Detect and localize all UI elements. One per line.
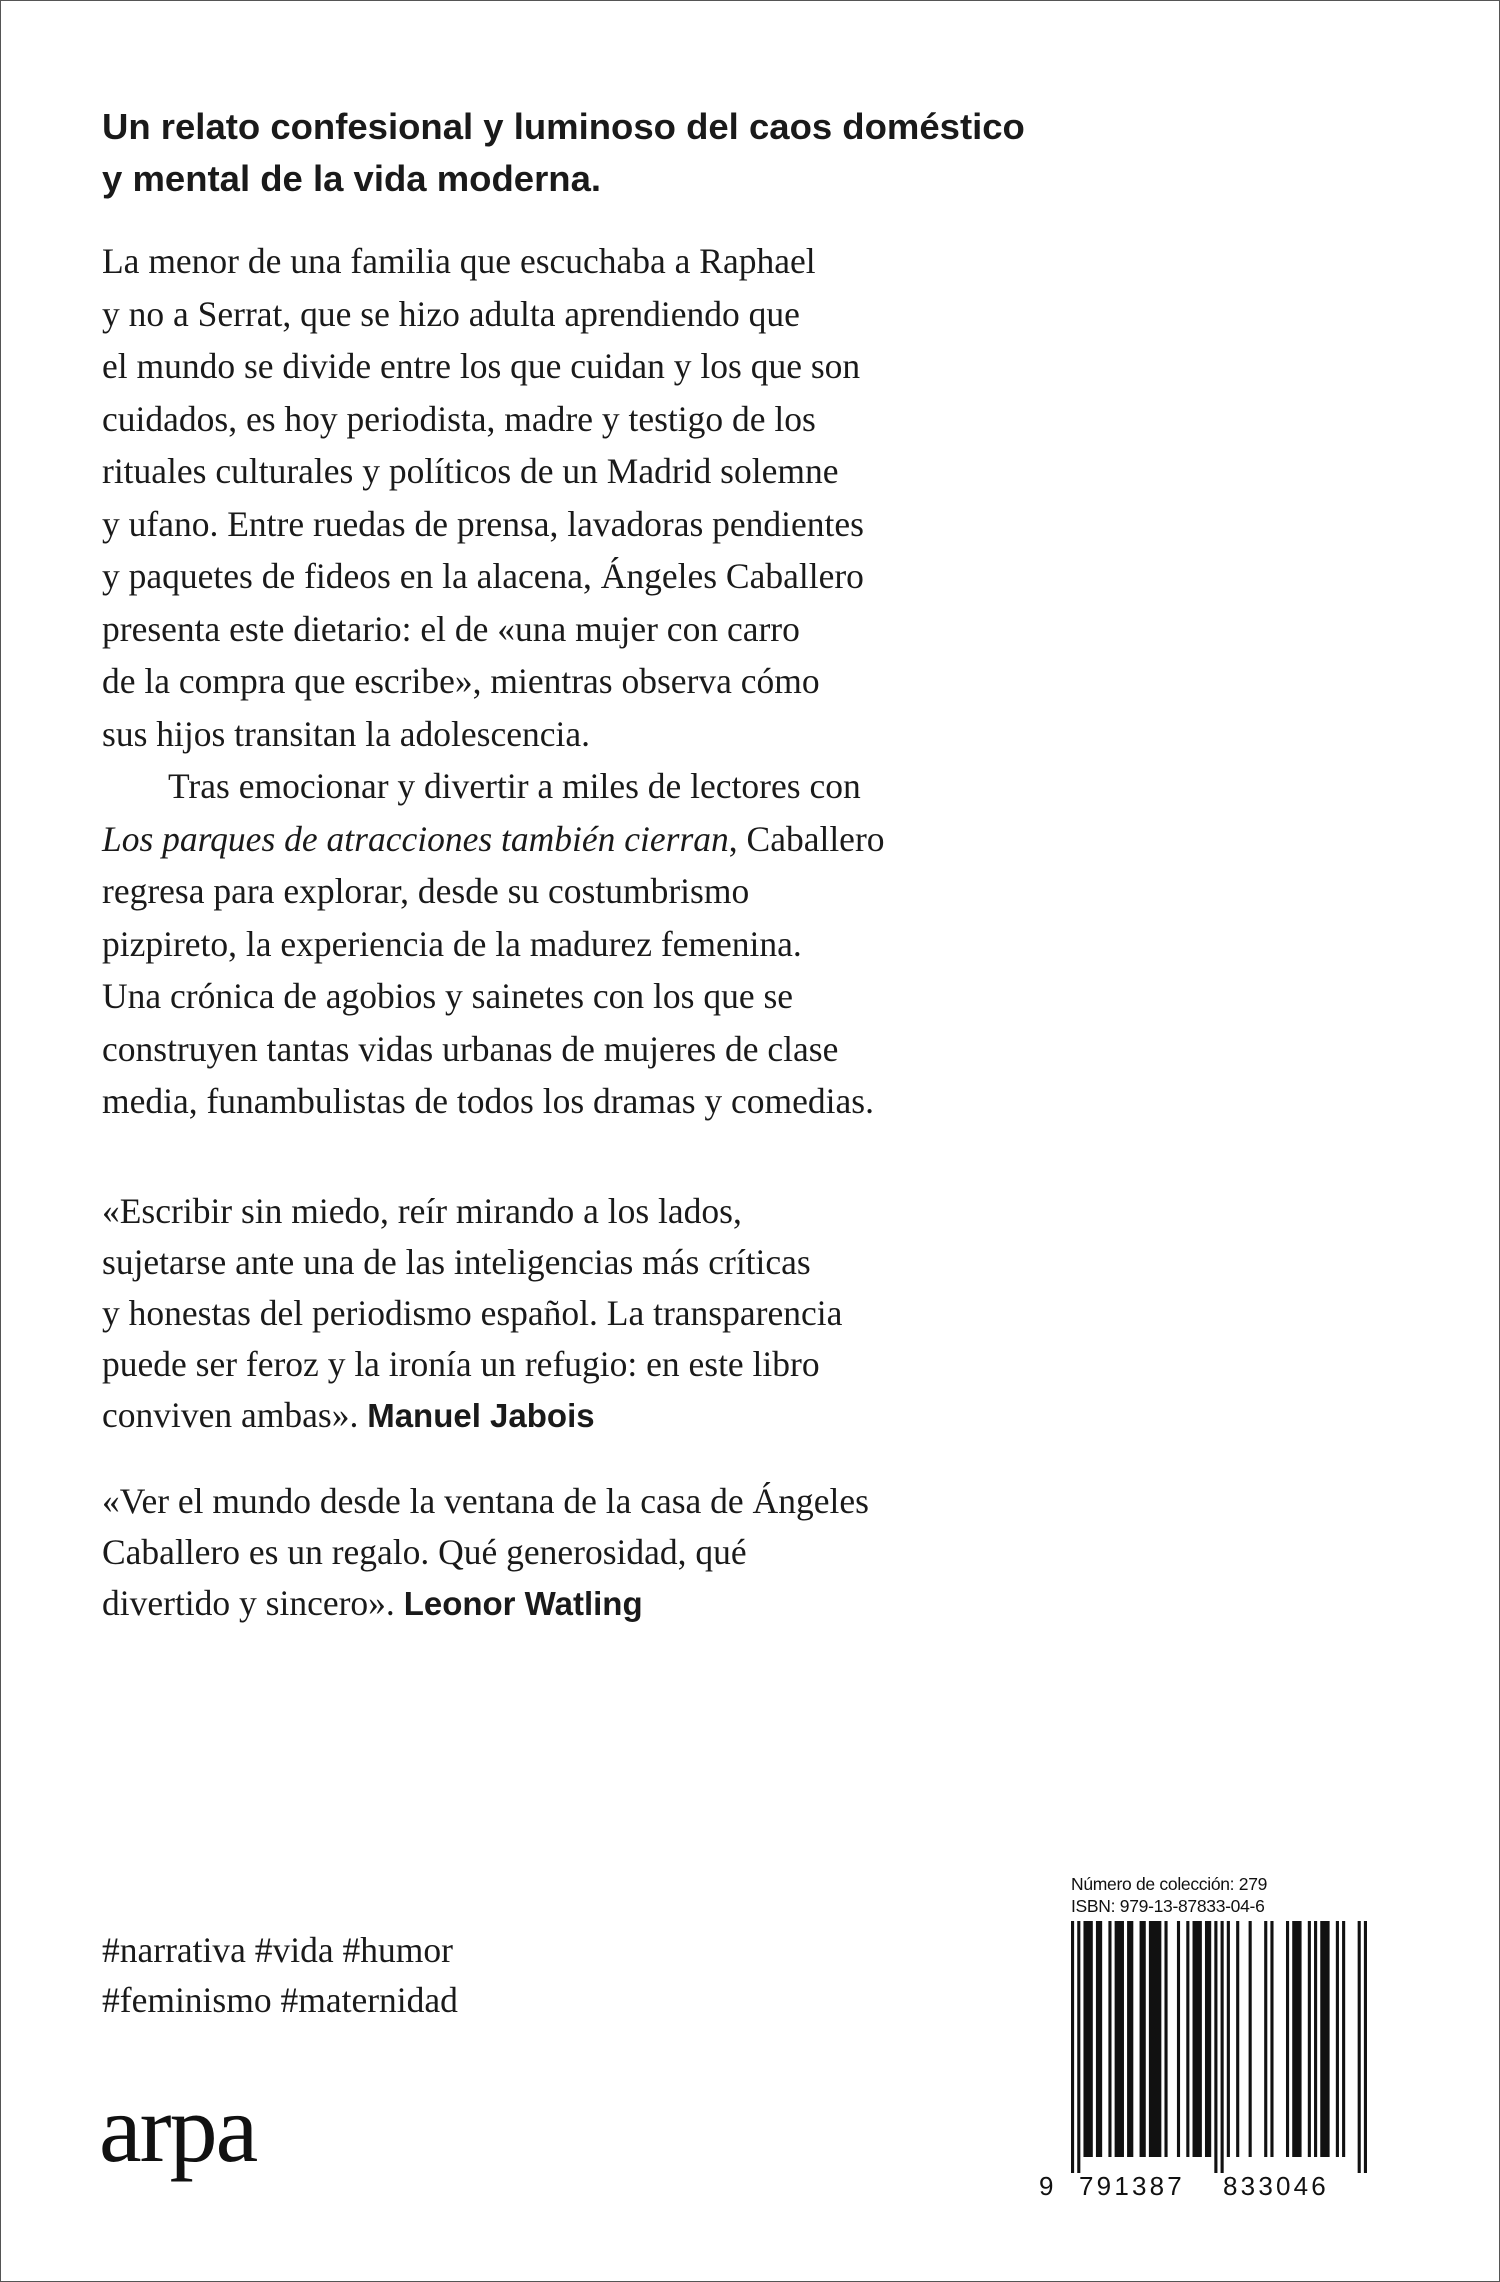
barcode-bar xyxy=(1292,1921,1301,2157)
synopsis-line: y no a Serrat, que se hizo adulta aprendiendo que xyxy=(102,293,800,334)
barcode-bar xyxy=(1336,1921,1339,2157)
synopsis-line-with-title xyxy=(102,813,1162,866)
quote-author: Leonor Watling xyxy=(403,1584,643,1622)
blurb-quote-jabois xyxy=(102,1186,1162,1441)
synopsis-line: y paquetes de fideos en la alacena, Ángeles Caballero xyxy=(102,556,864,596)
synopsis-line: La menor de una familia que escuchaba a Raphael xyxy=(102,241,816,281)
quote-line: sujetarse ante una de las inteligencias más críticas xyxy=(102,1241,811,1282)
synopsis-line: rituales culturales y políticos de un Madrid solemne xyxy=(102,451,839,491)
synopsis-line: Una crónica de agobios y sainetes con los que se xyxy=(102,976,794,1016)
back-cover-text xyxy=(102,101,1162,1629)
barcode-guard-bar xyxy=(1071,1921,1074,2173)
barcode-bar xyxy=(1227,1921,1230,2157)
barcode-bar xyxy=(1177,1921,1180,2157)
synopsis xyxy=(102,235,1162,1128)
barcode-bar xyxy=(1149,1921,1161,2157)
publisher-logo: arpa xyxy=(99,2075,257,2182)
barcode-bar xyxy=(1108,1921,1111,2157)
quote-line: y honestas del periodismo español. La transparencia xyxy=(102,1292,843,1333)
barcode-guard-bar xyxy=(1358,1921,1361,2173)
barcode-bar xyxy=(1115,1921,1124,2157)
barcode-bar xyxy=(1193,1921,1202,2157)
barcode-guard-bar xyxy=(1077,1921,1080,2173)
quote-line: Caballero es un regalo. Qué generosidad, qué xyxy=(102,1531,747,1572)
quote-last-line xyxy=(102,1390,1162,1441)
synopsis-line: cuidados, es hoy periodista, madre y testigo de los xyxy=(102,398,816,439)
barcode-guard-bar xyxy=(1214,1921,1217,2173)
barcode-bar xyxy=(1308,1921,1311,2157)
quote-author: Manuel Jabois xyxy=(367,1396,595,1434)
barcode-digit-first: 9 xyxy=(1039,2171,1057,2201)
barcode-guard-bar xyxy=(1364,1921,1367,2173)
hashtags xyxy=(102,1925,458,2025)
quote-line: «Escribir sin miedo, reír mirando a los lados, xyxy=(102,1190,742,1231)
barcode-digits-group1: 791387 xyxy=(1079,2171,1185,2201)
barcode-digits-group2: 833046 xyxy=(1223,2171,1329,2201)
quote-text: conviven ambas». xyxy=(102,1394,368,1435)
barcode-bar xyxy=(1270,1921,1273,2157)
barcode-digits xyxy=(1039,2171,1367,2203)
hashtag-line: #feminismo #maternidad xyxy=(102,1980,458,2020)
barcode-bar xyxy=(1320,1921,1329,2157)
title-suffix: , Caballero xyxy=(728,818,885,859)
barcode-guard-bar xyxy=(1221,1921,1224,2173)
synopsis-line: de la compra que escribe», mientras observa cómo xyxy=(102,661,820,701)
barcode-bar xyxy=(1286,1921,1289,2157)
tagline-line: y mental de la vida moderna. xyxy=(102,158,602,199)
blurb-quote-watling xyxy=(102,1476,1162,1629)
synopsis-line: pizpireto, la experiencia de la madurez femenina. xyxy=(102,923,802,964)
barcode-bar xyxy=(1264,1921,1267,2157)
quote-line: «Ver el mundo desde la ventana de la casa de Ángeles xyxy=(102,1480,869,1521)
quote-line: puede ser feroz y la ironía un refugio: en este libro xyxy=(102,1343,820,1384)
barcode-bar xyxy=(1342,1921,1345,2157)
barcode-bar xyxy=(1140,1921,1146,2157)
quote-text: divertido y sincero». xyxy=(102,1582,404,1623)
synopsis-line: sus hijos transitan la adolescencia. xyxy=(102,713,590,754)
barcode-bar xyxy=(1096,1921,1102,2157)
book-title-italic: Los parques de atracciones también cierran xyxy=(102,818,729,859)
isbn-text: ISBN: 979-13-87833-04-6 xyxy=(1071,1896,1265,1916)
synopsis-line: el mundo se divide entre los que cuidan y los que son xyxy=(102,346,861,386)
synopsis-line: y ufano. Entre ruedas de prensa, lavadoras pendientes xyxy=(102,503,864,544)
synopsis-line: Tras emocionar y divertir a miles de lectores con xyxy=(168,766,861,806)
tagline-line: Un relato confesional y luminoso del caos doméstico xyxy=(102,106,1025,147)
barcode-bar xyxy=(1236,1921,1239,2157)
barcode-image xyxy=(1071,1921,1367,2173)
synopsis-line: media, funambulistas de todos los dramas y comedias. xyxy=(102,1081,874,1121)
synopsis-line: construyen tantas vidas urbanas de mujeres de clase xyxy=(102,1028,839,1069)
barcode-bar xyxy=(1249,1921,1252,2157)
quote-last-line xyxy=(102,1578,1162,1629)
hashtag-line: #narrativa #vida #humor xyxy=(102,1930,453,1970)
barcode-bar xyxy=(1164,1921,1167,2157)
barcode-block xyxy=(1039,1873,1367,2203)
barcode-bar xyxy=(1314,1921,1317,2157)
barcode-bar xyxy=(1186,1921,1189,2157)
collection-number: Número de colección: 279 xyxy=(1071,1874,1268,1894)
barcode-bar xyxy=(1205,1921,1211,2157)
synopsis-line: presenta este dietario: el de «una mujer con carro xyxy=(102,608,800,649)
synopsis-line: regresa para explorar, desde su costumbrismo xyxy=(102,871,750,911)
barcode-bar xyxy=(1127,1921,1133,2157)
tagline xyxy=(102,101,1162,205)
barcode-bar xyxy=(1083,1921,1092,2157)
